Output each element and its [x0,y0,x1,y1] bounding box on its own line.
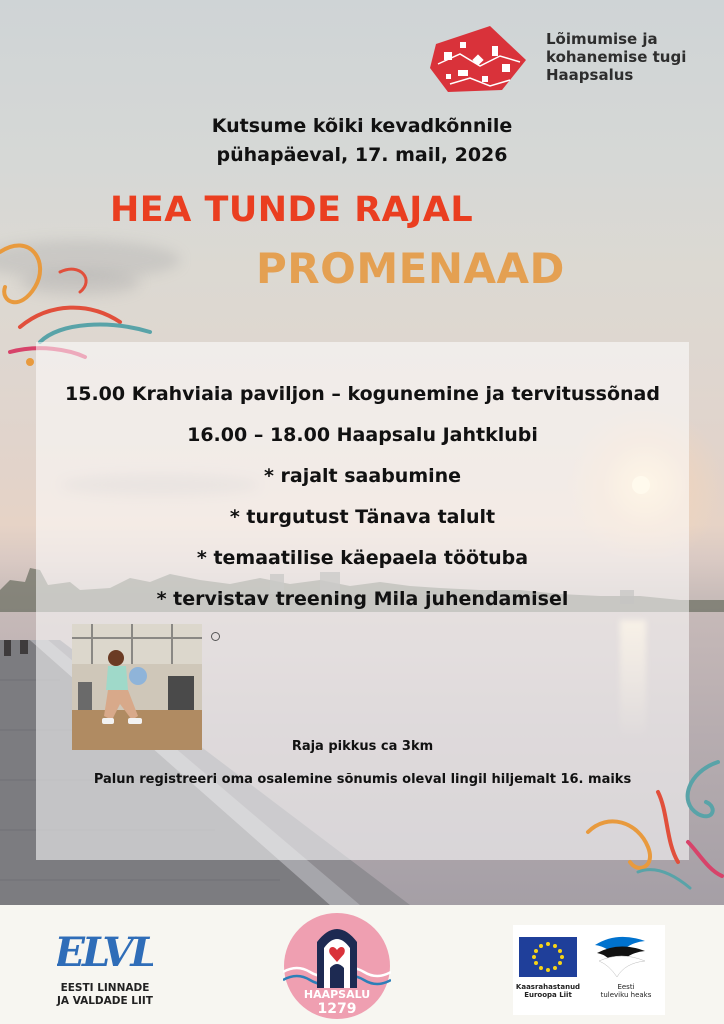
trainer-illustration [72,624,202,750]
estonia-swallow-icon [595,937,645,977]
decorative-swirl-right [578,752,724,892]
elvl-emblem-icon [57,922,153,978]
haapsalu-logo-name: HAAPSALU [303,988,371,1001]
fitness-trainer-photo [72,624,202,750]
invitation-text [0,112,724,170]
org-name-line: Lõimumise ja [546,30,658,48]
schedule-item: * tervistav treening Mila juhendamisel [156,588,569,610]
event-subtitle: PROMENAAD [256,244,565,293]
invitation-line-1: Kutsume kõiki kevadkõnnile [211,115,513,137]
invitation-line-2: pühapäeval, 17. mail, 2026 [216,144,508,166]
organization-name [546,30,716,84]
event-title: HEA TUNDE RAJAL [110,190,474,230]
elvl-logo [57,922,153,1022]
org-name-line: kohanemise tugi [546,48,687,66]
estonia-caption [591,983,661,999]
route-length: Raja pikkus ca 3km [291,739,434,754]
eu-flag-icon [513,925,665,1015]
haapsalu-logo-number: 1279 [317,1001,357,1017]
org-name-line: Haapsalus [546,66,634,84]
schedule-item: * rajalt saabumine [263,465,462,487]
schedule-item: 15.00 Krahviaia paviljon – kogunemine ja tervitussõnad [65,383,660,405]
schedule-item: 16.00 – 18.00 Haapsalu Jahtklubi [187,424,538,446]
embroidered-pattern-logo-icon [430,26,530,94]
schedule-item: * turgutust Tänava talult [229,506,496,528]
estonia-caption-line: Eesti [617,983,635,991]
eu-caption-line: Euroopa Liit [524,991,572,999]
elvl-name-line: JA VALDADE LIIT [57,995,153,1007]
eu-estonia-funding-logos [513,925,665,1015]
circle-marker-icon [211,632,220,641]
eu-caption-line: Kaasrahastanud [515,983,581,991]
elvl-logo-text: ELVL [57,929,153,976]
eu-caption [513,983,583,999]
haapsalu-1279-logo [283,912,391,1020]
elvl-name-line: EESTI LINNADE [60,982,150,994]
estonia-caption-line: tuleviku heaks [600,991,652,999]
event-schedule [36,374,689,620]
registration-note: Palun registreeri oma osalemine sõnumis oleval lingil hiljemalt 16. maiks [93,772,632,787]
schedule-item: * temaatilise käepaela töötuba [196,547,529,569]
elvl-name [57,982,153,1008]
